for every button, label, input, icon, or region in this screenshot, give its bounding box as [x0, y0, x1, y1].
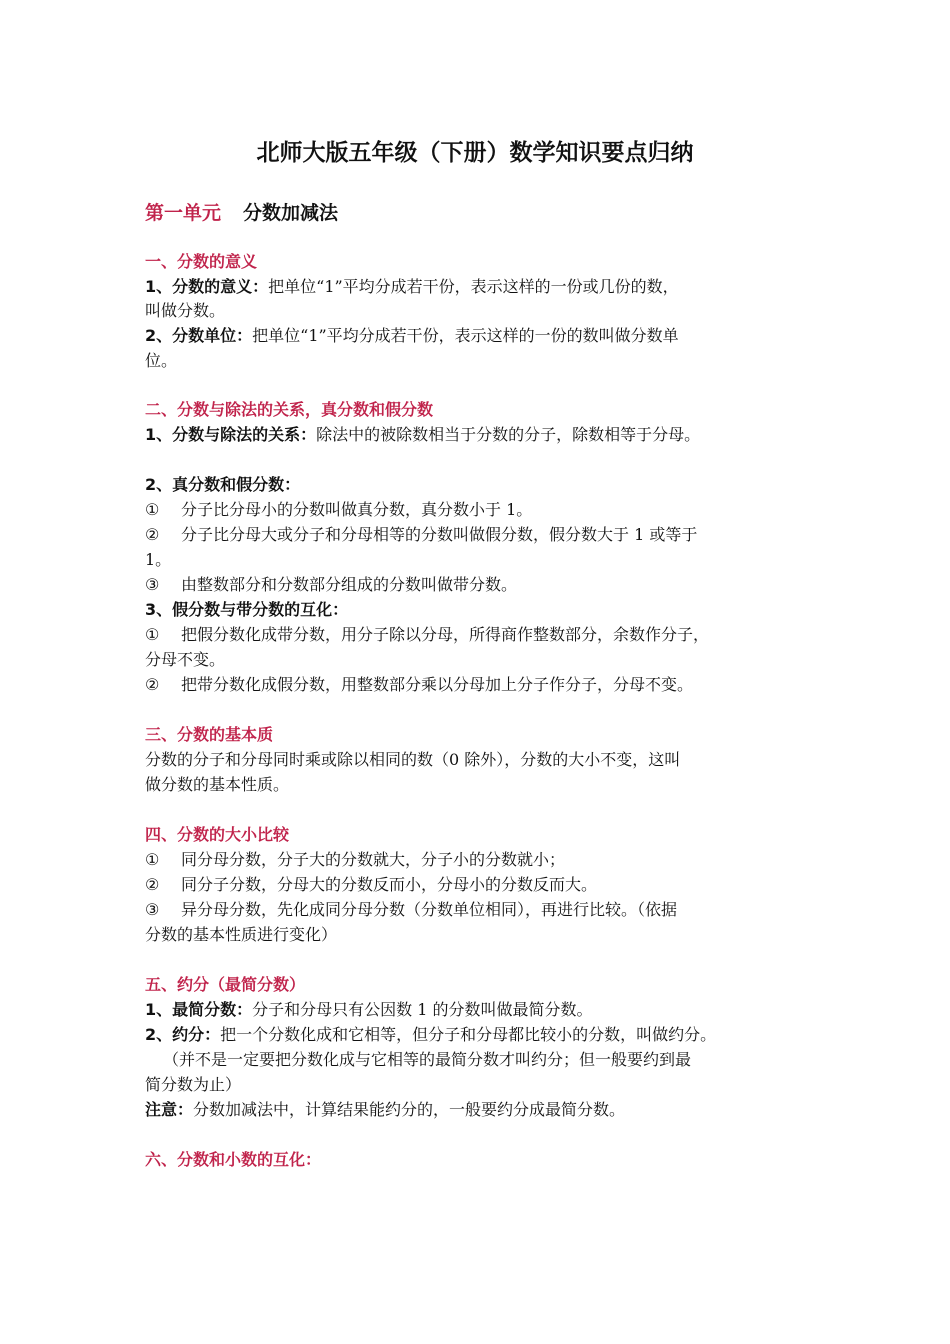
list-item	[145, 574, 805, 596]
paragraph-line	[145, 424, 805, 446]
term-label: 2、分数单位：	[145, 326, 253, 345]
paragraph-text: 分子和分母只有公因数 1 的分数叫做最简分数。	[252, 1000, 593, 1019]
paragraph-line	[145, 1024, 805, 1046]
paragraph-line	[145, 474, 805, 496]
list-text: 分子比分母大或分子和分母相等的分数叫做假分数，假分数大于 1 或等于	[181, 525, 698, 544]
term-label: 1、最简分数：	[145, 1000, 253, 1019]
list-item-continued: 1。	[145, 550, 172, 569]
document-title: 北师大版五年级（下册）数学知识要点归纳	[256, 140, 694, 166]
list-text: 把假分数化成带分数，用分子除以分母，所得商作整数部分，余数作分子，	[181, 625, 710, 644]
list-marker: ①	[145, 625, 160, 644]
paragraph-line	[145, 276, 805, 298]
paragraph-note: 简分数为止）	[145, 1075, 242, 1094]
list-text: 同分子分数，分母大的分数反而小，分母小的分数反而大。	[181, 875, 598, 894]
list-text: 把带分数化成假分数，用整数部分乘以分母加上分子作分子，分母不变。	[181, 675, 694, 694]
section-heading-2: 二、分数与除法的关系，真分数和假分数	[145, 400, 434, 419]
section-heading-1: 一、分数的意义	[145, 252, 258, 271]
unit-heading	[145, 200, 338, 226]
paragraph-line: 叫做分数。	[145, 301, 226, 320]
list-text: 异分母分数，先化成同分母分数（分数单位相同），再进行比较。（依据	[181, 900, 678, 919]
list-marker: ①	[145, 850, 160, 869]
list-text: 同分母分数，分子大的分数就大，分子小的分数就小；	[181, 850, 566, 869]
paragraph-text: 除法中的被除数相当于分数的分子，除数相等于分母。	[316, 425, 701, 444]
list-item	[145, 524, 805, 546]
list-item	[145, 499, 805, 521]
paragraph-line: 分数的分子和分母同时乘或除以相同的数（0 除外），分数的大小不变，这叫	[145, 750, 681, 769]
list-marker: ①	[145, 500, 160, 519]
section-heading-5: 五、约分（最简分数）	[145, 975, 306, 994]
list-marker: ②	[145, 875, 160, 894]
list-item	[145, 674, 805, 696]
note-text: 分数加减法中，计算结果能约分的，一般要约分成最简分数。	[193, 1100, 626, 1119]
list-item	[145, 849, 805, 871]
paragraph-line	[145, 999, 805, 1021]
paragraph-text: 把一个分数化成和它相等，但分子和分母都比较小的分数，叫做约分。	[220, 1025, 717, 1044]
paragraph-text: 把单位“1”平均分成若干份，表示这样的一份的数叫做分数单	[252, 326, 679, 345]
list-item-continued: 分母不变。	[145, 650, 226, 669]
unit-name: 分数加减法	[243, 202, 339, 224]
section-heading-6: 六、分数和小数的互化：	[145, 1150, 322, 1169]
list-marker: ③	[145, 575, 160, 594]
note-line	[145, 1099, 805, 1121]
paragraph-line	[145, 599, 805, 621]
term-label: 1、分数的意义：	[145, 277, 269, 296]
paragraph-line: 做分数的基本性质。	[145, 775, 290, 794]
list-item	[145, 899, 805, 921]
list-item	[145, 874, 805, 896]
paragraph-line	[145, 325, 805, 347]
term-label: 3、假分数与带分数的互化：	[145, 600, 349, 619]
section-heading-4: 四、分数的大小比较	[145, 825, 290, 844]
list-marker: ③	[145, 900, 160, 919]
list-text: 由整数部分和分数部分组成的分数叫做带分数。	[181, 575, 518, 594]
section-heading-3: 三、分数的基本质	[145, 725, 274, 744]
term-label: 2、真分数和假分数：	[145, 475, 301, 494]
paragraph-note: （并不是一定要把分数化成与它相等的最简分数才叫约分；但一般要约到最	[163, 1050, 692, 1069]
unit-number: 第一单元	[145, 202, 222, 224]
note-label: 注意：	[145, 1100, 194, 1119]
list-marker: ②	[145, 525, 160, 544]
list-marker: ②	[145, 675, 160, 694]
list-text: 分子比分母小的分数叫做真分数，真分数小于 1。	[181, 500, 533, 519]
paragraph-line: 位。	[145, 351, 178, 370]
list-item	[145, 624, 805, 646]
term-label: 2、约分：	[145, 1025, 221, 1044]
list-item-continued: 分数的基本性质进行变化）	[145, 925, 338, 944]
term-label: 1、分数与除法的关系：	[145, 425, 317, 444]
paragraph-text: 把单位“1”平均分成若干份，表示这样的一份或几份的数，	[268, 277, 679, 296]
